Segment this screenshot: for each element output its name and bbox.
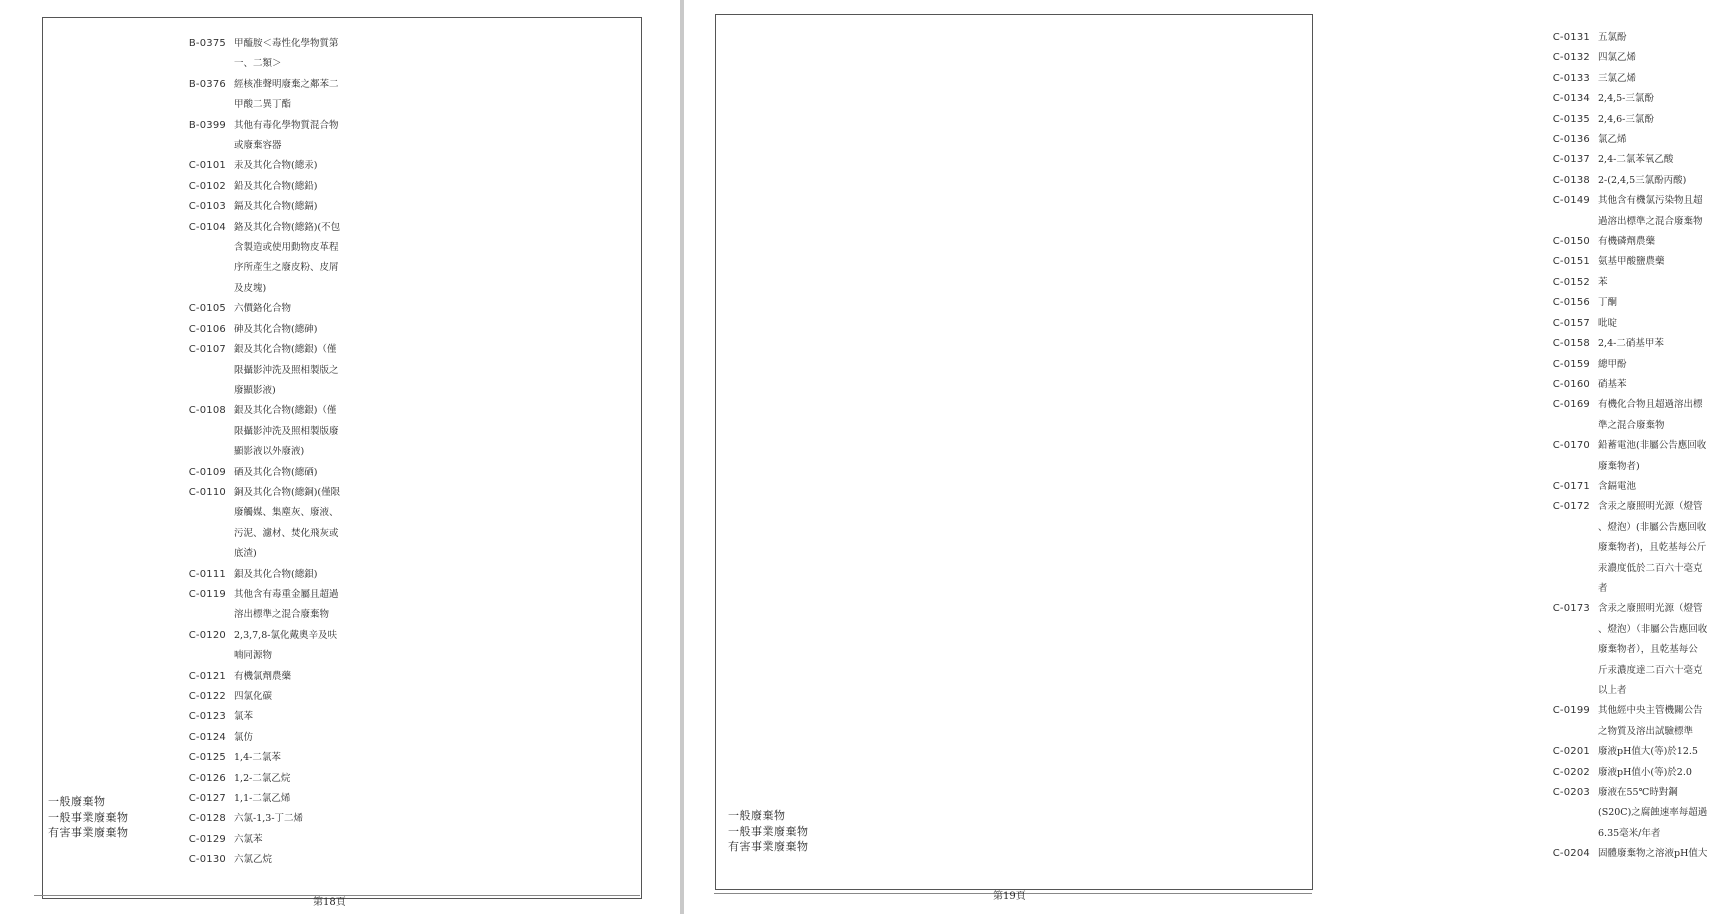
waste-description: [1598, 130, 1728, 150]
waste-code-entry: [1544, 48, 1728, 68]
description-line: 6.35毫米/年者: [1598, 827, 1661, 839]
description-line: 其他經中央主管機關公告: [1598, 705, 1703, 717]
description-line: 之物質及溶出試驗標準: [1598, 725, 1694, 737]
waste-code-entry: [1544, 742, 1728, 762]
waste-code: C-0126: [188, 772, 226, 784]
waste-code-entry: [180, 830, 364, 850]
description-line: 溶出標準之混合廢棄物: [234, 609, 330, 621]
waste-code-entry: [1544, 191, 1728, 232]
waste-code: C-0105: [188, 303, 226, 315]
waste-code: C-0202: [1552, 766, 1590, 778]
waste-code: C-0130: [188, 854, 226, 866]
waste-code-entry: [1544, 783, 1728, 844]
waste-code-entry: [1544, 844, 1728, 864]
description-line: 鉛蓄電池(非屬公告應回收: [1598, 440, 1707, 452]
description-line: 銀及其化合物(總銀)（僅: [234, 344, 337, 356]
page-number: 第19頁: [993, 891, 1026, 902]
description-line: 六氯苯: [234, 833, 263, 845]
waste-code-entry: [180, 340, 364, 401]
description-line: 序所產生之廢皮粉、皮屑: [234, 262, 339, 274]
description-line: 廢棄物者)，且乾基每公斤: [1598, 542, 1707, 554]
waste-code: C-0108: [188, 405, 226, 417]
description-line: 其他含有機氯污染物且超: [1598, 195, 1703, 207]
waste-description: [234, 116, 364, 157]
description-line: 五氯酚: [1598, 32, 1627, 43]
description-line: 或廢棄容器: [234, 140, 282, 152]
waste-code: C-0159: [1552, 358, 1590, 370]
waste-description: [1598, 48, 1728, 68]
waste-category-label: 有害事業廢棄物: [48, 826, 129, 840]
waste-description: [1598, 191, 1728, 232]
waste-description: [234, 483, 364, 565]
description-line: 其他含有毒重金屬且超過: [234, 588, 339, 600]
waste-code-entry: [1544, 477, 1728, 497]
waste-category-label: 有害事業廢棄物: [728, 840, 809, 854]
description-line: 四氯乙烯: [1598, 52, 1637, 64]
waste-description: [234, 789, 364, 809]
description-line: 三氯乙烯: [1598, 72, 1637, 84]
description-line: 氯乙烯: [1598, 134, 1627, 146]
waste-description: [1598, 395, 1728, 436]
description-line: 鉛及其化合物(總鉛): [234, 180, 318, 192]
waste-description: [234, 156, 364, 176]
waste-code: C-0129: [188, 833, 226, 845]
waste-code-entry: [1544, 701, 1728, 742]
waste-code-entry: [1544, 293, 1728, 313]
waste-code: C-0124: [188, 731, 226, 743]
waste-description: [234, 748, 364, 768]
waste-code: B-0376: [188, 78, 226, 90]
waste-description: [234, 299, 364, 319]
waste-description: [234, 565, 364, 585]
description-line: 鎘及其化合物(總鎘): [234, 201, 318, 213]
description-line: 及皮塊): [234, 282, 267, 294]
waste-code: C-0169: [1552, 399, 1590, 411]
description-line: 汞及其化合物(總汞): [234, 160, 318, 172]
description-line: 2-(2,4,5三氯酚丙酸): [1598, 174, 1687, 186]
waste-description: [234, 707, 364, 727]
waste-code-entry: [1544, 252, 1728, 272]
waste-code-entry: [180, 707, 364, 727]
waste-code: C-0104: [188, 221, 226, 233]
waste-code-entry: [180, 483, 364, 565]
waste-code-entry: [180, 116, 364, 157]
description-line: 顯影液以外廢液): [234, 446, 305, 458]
waste-description: [1598, 89, 1728, 109]
waste-code: C-0156: [1552, 297, 1590, 309]
waste-code: C-0173: [1552, 603, 1590, 615]
description-line: 六氯乙烷: [234, 854, 273, 866]
description-line: 硒及其化合物(總硒): [234, 466, 318, 478]
waste-code-list: [1544, 28, 1728, 865]
description-line: 底渣): [234, 548, 257, 560]
waste-code-entry: [180, 809, 364, 829]
description-line: 1,1-二氯乙烯: [234, 793, 291, 805]
description-line: 甲酸二異丁酯: [234, 99, 292, 111]
waste-code: C-0204: [1552, 848, 1590, 860]
waste-code: C-0157: [1552, 317, 1590, 329]
waste-description: [1598, 497, 1728, 599]
description-line: 者: [1598, 582, 1608, 594]
waste-code: C-0111: [188, 568, 226, 580]
waste-code: C-0171: [1552, 480, 1590, 492]
waste-code-entry: [180, 75, 364, 116]
waste-description: [1598, 273, 1728, 293]
waste-code-entry: [1544, 130, 1728, 150]
description-line: 甲醯胺＜毒性化學物質第: [234, 38, 339, 49]
description-line: 廢顯影液): [234, 384, 276, 396]
description-line: 廢棄物者): [1598, 460, 1640, 472]
description-line: 1,2-二氯乙烷: [234, 772, 291, 784]
description-line: 限攝影沖洗及照相製版廢: [234, 425, 339, 437]
waste-code-entry: [1544, 232, 1728, 252]
waste-code-entry: [1544, 89, 1728, 109]
waste-description: [1598, 314, 1728, 334]
waste-code-entry: [180, 789, 364, 809]
waste-code: C-0128: [188, 813, 226, 825]
description-line: 廢觸媒、集塵灰、廢液、: [234, 507, 339, 519]
waste-code-entry: [180, 585, 364, 626]
waste-description: [234, 626, 364, 667]
waste-code-entry: [1544, 355, 1728, 375]
waste-code: C-0203: [1552, 787, 1590, 799]
description-line: 1,4-二氯苯: [234, 752, 281, 764]
waste-code-entry: [1544, 28, 1728, 48]
waste-code-entry: [1544, 395, 1728, 436]
description-line: 2,4-二硝基甲苯: [1598, 338, 1664, 350]
description-line: 、燈泡）(非屬公告應回收: [1598, 521, 1707, 533]
waste-description: [1598, 742, 1728, 762]
waste-description: [234, 401, 364, 462]
waste-code-entry: [180, 748, 364, 768]
document-page-19: [684, 0, 1708, 914]
waste-code: C-0110: [188, 486, 226, 498]
waste-code: C-0135: [1552, 113, 1590, 125]
waste-category-label: 一般事業廢棄物: [48, 810, 129, 824]
waste-description: [234, 769, 364, 789]
waste-description: [234, 340, 364, 401]
description-line: 固體廢棄物之溶液pH值大: [1598, 848, 1708, 860]
waste-description: [234, 809, 364, 829]
waste-code-entry: [180, 728, 364, 748]
waste-code-entry: [1544, 69, 1728, 89]
waste-description: [234, 218, 364, 300]
waste-code: C-0103: [188, 201, 226, 213]
waste-description: [1598, 171, 1728, 191]
waste-code-entry: [1544, 436, 1728, 477]
waste-description: [234, 728, 364, 748]
waste-description: [1598, 110, 1728, 130]
waste-code: C-0121: [188, 670, 226, 682]
waste-description: [1598, 69, 1728, 89]
waste-description: [1598, 844, 1728, 864]
waste-code: C-0172: [1552, 501, 1590, 513]
waste-code-entry: [180, 197, 364, 217]
waste-description: [1598, 436, 1728, 477]
waste-code: C-0131: [1552, 32, 1590, 43]
waste-category-label: 一般事業廢棄物: [728, 824, 809, 838]
waste-description: [1598, 293, 1728, 313]
waste-code-entry: [180, 156, 364, 176]
description-line: 有機氯劑農藥: [234, 670, 292, 682]
waste-code: C-0123: [188, 711, 226, 723]
waste-description: [1598, 599, 1728, 701]
description-line: 污泥、濾材、焚化飛灰或: [234, 527, 339, 539]
waste-code: C-0137: [1552, 154, 1590, 166]
waste-description: [234, 667, 364, 687]
waste-code: C-0109: [188, 466, 226, 478]
waste-code-entry: [180, 34, 364, 75]
waste-category-label: 一般廢棄物: [48, 795, 106, 808]
waste-code-entry: [180, 463, 364, 483]
description-line: 含汞之廢照明光源（燈管: [1598, 501, 1703, 513]
waste-description: [234, 463, 364, 483]
waste-code-entry: [1544, 171, 1728, 191]
description-line: 含鎘電池: [1598, 480, 1637, 492]
description-line: 氯苯: [234, 711, 254, 723]
waste-code: C-0102: [188, 180, 226, 192]
waste-code: C-0134: [1552, 93, 1590, 105]
waste-code: C-0201: [1552, 746, 1590, 758]
description-line: 2,4,6-三氯酚: [1598, 113, 1654, 125]
description-line: 四氯化碳: [234, 691, 273, 702]
description-line: 苯: [1598, 276, 1608, 288]
description-line: 2,4-二氯苯氧乙酸: [1598, 154, 1674, 166]
description-line: 銅及其化合物(總銅)(僅限: [234, 486, 341, 498]
waste-description: [234, 850, 364, 870]
description-line: 有機化合物且超過溶出標: [1598, 399, 1703, 411]
description-line: 2,3,7,8-氯化戴奧辛及呋: [234, 629, 337, 641]
waste-code-entry: [180, 177, 364, 197]
description-line: 含製造或使用動物皮革程: [234, 242, 339, 254]
waste-description: [234, 830, 364, 850]
description-line: 斤汞濃度達二百六十毫克: [1598, 664, 1703, 676]
waste-description: [1598, 28, 1728, 48]
category-labels: [728, 808, 809, 855]
description-line: 總甲酚: [1598, 358, 1627, 370]
description-line: 含汞之廢照明光源（燈管: [1598, 603, 1703, 615]
waste-code: C-0158: [1552, 338, 1590, 350]
waste-code: C-0136: [1552, 134, 1590, 146]
waste-code-entry: [180, 850, 364, 870]
waste-code-entry: [1544, 273, 1728, 293]
waste-code: C-0119: [188, 588, 226, 600]
waste-code-entry: [180, 401, 364, 462]
description-line: 一、二類＞: [234, 58, 282, 70]
description-line: 硝基苯: [1598, 378, 1627, 390]
waste-code: C-0150: [1552, 236, 1590, 248]
waste-description: [234, 585, 364, 626]
waste-code: C-0149: [1552, 195, 1590, 207]
waste-code: C-0127: [188, 793, 226, 805]
waste-description: [1598, 783, 1728, 844]
description-line: 六氯-1,3-丁二烯: [234, 813, 304, 825]
waste-description: [234, 75, 364, 116]
waste-code-entry: [1544, 763, 1728, 783]
waste-code-entry: [180, 769, 364, 789]
waste-description: [1598, 375, 1728, 395]
waste-description: [1598, 477, 1728, 497]
waste-code: C-0122: [188, 691, 226, 702]
waste-description: [1598, 763, 1728, 783]
waste-code: C-0151: [1552, 256, 1590, 268]
waste-code-entry: [1544, 497, 1728, 599]
waste-code-entry: [180, 565, 364, 585]
waste-code: C-0101: [188, 160, 226, 172]
description-line: 有機磷劑農藥: [1598, 236, 1656, 248]
waste-code-entry: [1544, 375, 1728, 395]
waste-code: C-0199: [1552, 705, 1590, 717]
description-line: 吡啶: [1598, 317, 1618, 329]
waste-description: [1598, 355, 1728, 375]
waste-code: B-0375: [188, 38, 226, 49]
waste-description: [234, 197, 364, 217]
description-line: 廢液在55℃時對鋼: [1598, 787, 1678, 799]
description-line: 砷及其化合物(總砷): [234, 323, 318, 335]
waste-code: C-0138: [1552, 174, 1590, 186]
waste-code-list: [180, 34, 364, 871]
waste-code-entry: [180, 626, 364, 667]
waste-code-entry: [1544, 599, 1728, 701]
waste-description: [1598, 150, 1728, 170]
description-line: 汞濃度低於二百六十毫克: [1598, 562, 1703, 574]
page-number: 第18頁: [313, 897, 346, 908]
waste-code: C-0106: [188, 323, 226, 335]
waste-code: C-0120: [188, 629, 226, 641]
waste-category-label: 一般廢棄物: [728, 809, 786, 822]
description-line: 過溶出標準之混合廢棄物: [1598, 215, 1703, 227]
waste-description: [1598, 334, 1728, 354]
waste-code: C-0133: [1552, 72, 1590, 84]
waste-description: [234, 34, 364, 75]
waste-description: [234, 320, 364, 340]
category-labels: [48, 794, 129, 841]
waste-code-entry: [1544, 150, 1728, 170]
waste-code-entry: [180, 299, 364, 319]
description-line: 準之混合廢棄物: [1598, 419, 1665, 431]
waste-description: [234, 687, 364, 707]
waste-description: [1598, 252, 1728, 272]
waste-code-entry: [1544, 110, 1728, 130]
description-line: 喃同源物: [234, 650, 273, 662]
description-line: 廢液pH值小(等)於2.0: [1598, 766, 1692, 778]
waste-code: C-0132: [1552, 52, 1590, 64]
waste-code-entry: [180, 320, 364, 340]
description-line: 廢棄物者），且乾基每公: [1598, 644, 1698, 656]
description-line: (S20C)之腐蝕速率每超過: [1598, 807, 1708, 819]
description-line: 丁酮: [1598, 297, 1618, 309]
waste-description: [1598, 701, 1728, 742]
description-line: 限攝影沖洗及照相製版之: [234, 364, 339, 376]
description-line: 六價鉻化合物: [234, 303, 292, 315]
waste-code: C-0152: [1552, 276, 1590, 288]
description-line: 經核准聲明廢棄之鄰苯二: [234, 78, 339, 90]
description-line: 氨基甲酸鹽農藥: [1598, 256, 1665, 268]
description-line: 廢液pH值大(等)於12.5: [1598, 746, 1698, 758]
waste-code-entry: [180, 218, 364, 300]
description-line: 、燈泡）（非屬公告應回收: [1598, 623, 1708, 635]
description-line: 鋇及其化合物(總鋇): [234, 568, 318, 580]
description-line: 其他有毒化學物質混合物: [234, 119, 339, 131]
waste-code: C-0125: [188, 752, 226, 764]
waste-code: C-0170: [1552, 440, 1590, 452]
waste-code-entry: [180, 687, 364, 707]
description-line: 2,4,5-三氯酚: [1598, 93, 1654, 105]
waste-description: [234, 177, 364, 197]
waste-code-entry: [180, 667, 364, 687]
description-line: 氯仿: [234, 731, 254, 743]
waste-code: B-0399: [188, 119, 226, 131]
waste-description: [1598, 232, 1728, 252]
description-line: 銀及其化合物(總銀)（僅: [234, 405, 337, 417]
document-page-18: [0, 0, 680, 914]
description-line: 鉻及其化合物(總鉻)(不包: [234, 221, 341, 233]
waste-code: C-0160: [1552, 378, 1590, 390]
waste-code-entry: [1544, 314, 1728, 334]
waste-code: C-0107: [188, 344, 226, 356]
waste-code-entry: [1544, 334, 1728, 354]
description-line: 以上者: [1598, 685, 1627, 696]
page-frame: [715, 14, 1313, 890]
